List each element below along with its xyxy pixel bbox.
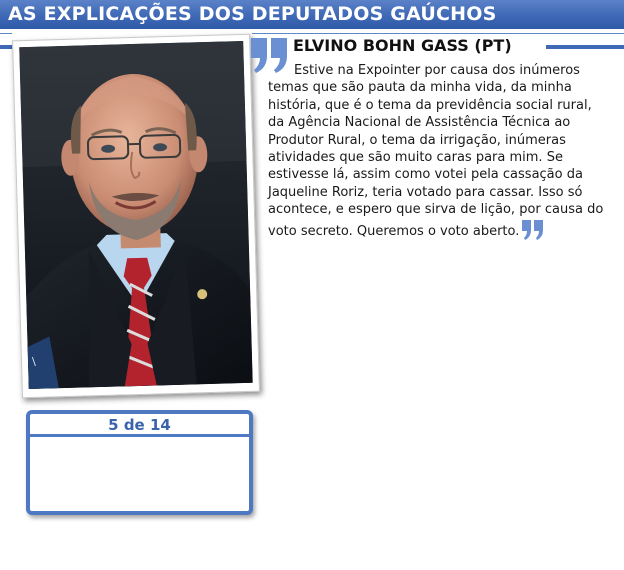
- quote-text: Estive na Expointer por causa dos inúmeros temas que são pauta da minha vida, da minha história, que é o tema da previdência social rural, da Agência Nacional de Assistência Técnica ao Produtor Rural, o tema da irrigação, inúmeras atividades que são muito caras para mim. Se estivesse lá, assim como votei pela cassação da Jaqueline Roriz, teria votado para cassar. Isso só acontece, e espero que sirva de lição, por causa do voto secreto. Queremos o voto aberto.: [268, 63, 604, 239]
- deputy-photo: [19, 41, 252, 389]
- divider-left: [0, 33, 12, 34]
- portrait-illustration: [19, 41, 252, 389]
- page-title: AS EXPLICAÇÕES DOS DEPUTADOS GAÚCHOS: [8, 3, 497, 25]
- deputy-photo-frame: [12, 34, 260, 399]
- gallery-counter-box: [26, 410, 253, 515]
- deputy-name: ELVINO BOHN GASS (PT): [293, 36, 512, 55]
- divider-right: [252, 33, 624, 34]
- gallery-counter: 5 de 14: [108, 416, 171, 434]
- deputy-quote: [268, 62, 604, 241]
- header-bar: [0, 0, 624, 29]
- close-quote-icon: [521, 219, 545, 241]
- svg-text:\: \: [31, 354, 36, 368]
- counter-divider: [30, 434, 249, 437]
- divider-right-thick: [546, 45, 624, 49]
